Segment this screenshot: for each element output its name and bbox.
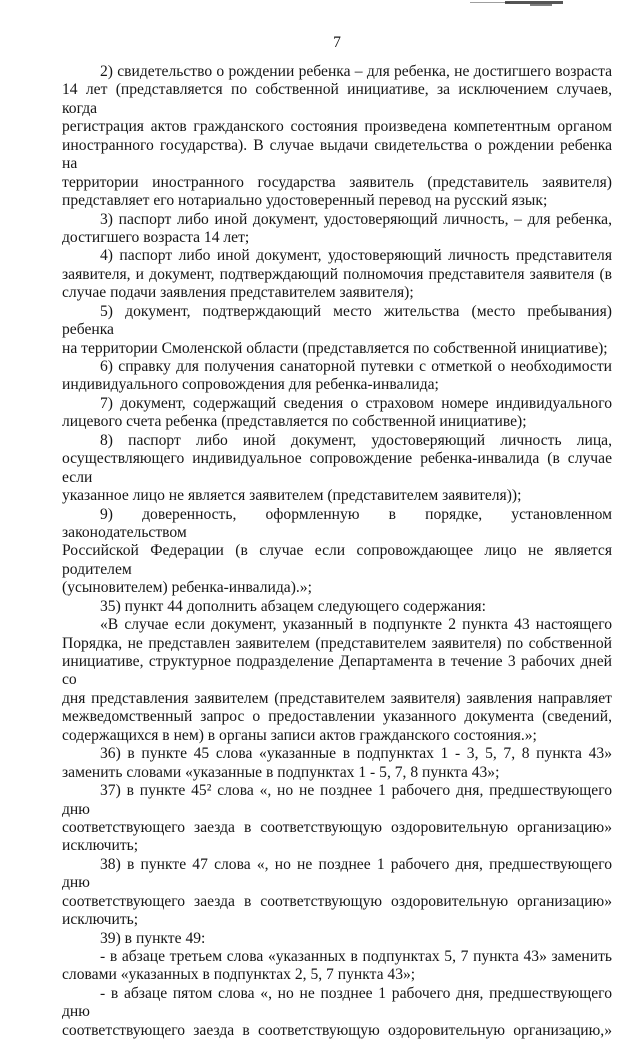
list-item-2-birth-certificate (62, 63, 612, 211)
text-line: случае подачи заявления представителем заявителя); (62, 284, 414, 302)
text-line: соответствующего заезда в соответствующую оздоровительную организацию,» (62, 1021, 612, 1039)
amendment-39 (62, 930, 612, 948)
text-line: 35) пункт 44 дополнить абзацем следующего содержания: (100, 597, 486, 615)
text-line: указанное лицо не является заявителем (представителем заявителя)); (62, 487, 522, 505)
text-line: представляет его нотариально удостоверенный перевод на русский язык; (62, 192, 548, 210)
list-item-5-residence-document (62, 303, 612, 358)
document-body (62, 63, 612, 1040)
text-line: Российской Федерации (в случае если сопровождающее лицо не является родителем (62, 542, 612, 578)
text-line: «В случае если документ, указанный в подпункте 2 пункта 43 настоящего (100, 616, 612, 634)
text-line: 38) в пункте 47 слова «, но не позднее 1 рабочего дня, предшествующего дню (62, 855, 612, 892)
text-line: исключить; (62, 837, 139, 855)
text-line: 5) документ, подтверждающий место жительства (место пребывания) ребенка (62, 302, 612, 339)
text-line: на территории Смоленской области (представляется по собственной инициативе); (62, 339, 608, 357)
amendment-35-quoted-paragraph (62, 616, 612, 745)
amendment-36 (62, 745, 612, 782)
list-item-9-power-of-attorney (62, 506, 612, 598)
text-line: 14 лет (представляется по собственной инициативе, за исключением случаев, когда (62, 81, 612, 117)
text-line: 6) справку для получения санаторной путевки с отметкой о необходимости (100, 358, 612, 375)
amendment-39-dash-item-1 (62, 948, 612, 985)
text-line: - в абзаце пятом слова «, но не позднее 1 рабочего дня, предшествующего дню (62, 984, 612, 1021)
scan-mark (530, 4, 552, 6)
text-line: 3) паспорт либо иной документ, удостоверяющий личность, – для ребенка, (100, 210, 612, 228)
list-item-8-escort-passport (62, 432, 612, 506)
text-line: 37) в пункте 45² слова «, но не позднее 1 рабочего дня, предшествующего дню (62, 782, 612, 818)
text-line: 8) паспорт либо иной документ, удостоверяющий личность лица, (100, 431, 612, 449)
list-item-6-sanatorium-certificate (62, 358, 612, 395)
text-line: заменить словами «указанные в подпунктах 1 - 5, 7, 8 пункта 43»; (62, 763, 500, 781)
text-line: 7) документ, содержащий сведения о страховом номере индивидуального (100, 394, 612, 412)
text-line: 4) паспорт либо иной документ, удостоверяющий личность представителя (100, 247, 612, 265)
text-line: соответствующего заезда в соответствующую оздоровительную организацию» (62, 892, 612, 910)
list-item-3-child-passport (62, 211, 612, 248)
text-line: словами «указанных в подпунктах 2, 5, 7 пункта 43»; (62, 966, 416, 984)
page-number: 7 (333, 34, 341, 51)
text-line: содержащихся в нем) в органы записи актов гражданского состояния.»; (62, 726, 537, 744)
text-line: 39) в пункте 49: (100, 929, 206, 947)
text-line: - в абзаце третьем слова «указанных в подпунктах 5, 7 пункта 43» заменить (100, 948, 612, 965)
text-line: 36) в пункте 45 слова «указанные в подпунктах 1 - 3, 5, 7, 8 пункта 43» (100, 745, 612, 763)
text-line: индивидуального сопровождения для ребенка-инвалида; (62, 376, 439, 394)
text-line: межведомственный запрос о предоставлении указанного документа (сведений, (62, 708, 612, 726)
text-line: регистрация актов гражданского состояния произведена компетентным органом (62, 118, 612, 136)
text-line: дня представления заявителем (представителем заявителя) заявления направляет (62, 689, 612, 707)
text-line: достигшего возраста 14 лет; (62, 228, 250, 246)
amendment-38 (62, 856, 612, 930)
list-item-7-insurance-number-document (62, 395, 612, 432)
list-item-4-representative-passport (62, 247, 612, 302)
text-line: заявителя, и документ, подтверждающий полномочия представителя заявителя (в (62, 265, 612, 283)
text-line: Порядка, не представлен заявителем (представителем заявителя) по собственной (62, 634, 612, 652)
text-line: инициативе, структурное подразделение Департамента в течение 3 рабочих дней со (62, 653, 612, 689)
text-line: 9) доверенность, оформленную в порядке, установленном законодательством (62, 505, 612, 541)
text-line: территории иностранного государства заявитель (представитель заявителя) (62, 173, 612, 191)
scan-mark (470, 2, 510, 3)
text-line: соответствующего заезда в соответствующую оздоровительную организацию» (62, 818, 612, 836)
amendment-39-dash-item-2 (62, 985, 612, 1040)
amendment-37 (62, 782, 612, 856)
text-line: исключить; (62, 911, 139, 929)
text-line: (усыновителем) ребенка-инвалида).»; (62, 579, 312, 597)
amendment-35 (62, 598, 612, 616)
text-line: лицевого счета ребенка (представляется по собственной инициативе); (62, 413, 527, 431)
text-line: осуществляющего индивидуальное сопровождение ребенка-инвалида (в случае если (62, 450, 612, 486)
text-line: 2) свидетельство о рождении ребенка – для ребенка, не достигшего возраста (100, 63, 612, 80)
text-line: иностранного государства). В случае выдачи свидетельства о рождении ребенка на (62, 136, 612, 173)
